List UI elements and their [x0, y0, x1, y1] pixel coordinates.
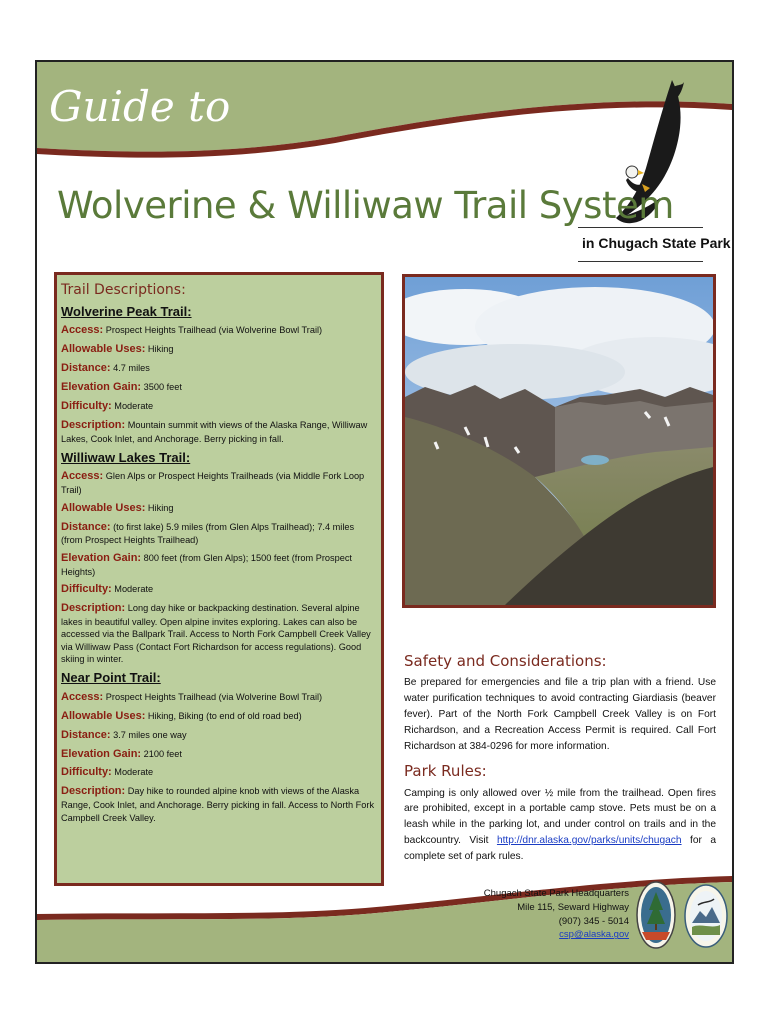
trail-field-value: Long day hike or backpacking destination. Several alpine lakes in beautiful valley. Open alpine invites exploring. Lakes can also be accessed via the Ballpark Trail. Access to North Fork Campbell Creek Valley via Williwaw Pass (Contact Fort Richardson for access regulations). Good skiing in winter.	[61, 602, 371, 665]
trail-field-value: Prospect Heights Trailhead (via Wolverine Bowl Trail)	[105, 692, 323, 703]
trail-field-value: 2100 feet	[143, 748, 182, 759]
trail-field	[61, 469, 377, 496]
valley-landscape-image	[405, 277, 713, 605]
mountain-photo	[402, 274, 716, 608]
trail-field-label: Elevation Gain:	[61, 551, 142, 564]
trail-field-label: Allowable Uses:	[61, 501, 146, 514]
trail-field-value: Moderate	[114, 584, 154, 595]
brochure-page	[35, 60, 734, 964]
trail-field	[61, 747, 377, 762]
trail-descriptions-heading: Trail Descriptions:	[61, 282, 186, 298]
trail-field-label: Distance:	[61, 362, 111, 375]
trail-field	[61, 765, 377, 780]
contact-address: Mile 115, Seward Highway	[517, 901, 629, 913]
park-rules-heading: Park Rules:	[404, 762, 487, 781]
trail-name: Near Point Trail:	[61, 670, 161, 686]
trail-field	[61, 728, 377, 743]
trail-name: Williwaw Lakes Trail:	[61, 449, 191, 465]
trail-field-label: Description:	[61, 418, 126, 431]
subtitle-divider-bottom	[578, 261, 703, 262]
contact-email-link[interactable]: csp@alaska.gov	[559, 929, 629, 941]
trail-field	[61, 520, 377, 547]
trail-field-label: Difficulty:	[61, 399, 112, 412]
trail-field-label: Distance:	[61, 520, 111, 533]
trail-field-value: Day hike to rounded alpine knob with views of the Alaska Range, Cook Inlet, and Anchorage. Berry picking in fall. Access to North Fork Campbell Creek Valley.	[61, 786, 375, 823]
trail-field-value: Moderate	[114, 767, 154, 778]
trail-field-value: 3500 feet	[143, 381, 182, 392]
trail-field-value: 3.7 miles one way	[113, 729, 187, 740]
trail-field-label: Allowable Uses:	[61, 709, 146, 722]
trail-field-value: (to first lake) 5.9 miles (from Glen Alps Trailhead); 7.4 miles (from Prospect Heights Trailhead)	[61, 521, 355, 546]
safety-text: Be prepared for emergencies and file a trip plan with a friend. Use water purification techniques to avoid contracting Giardiasis (beaver fever). Part of the North Fork Campbell Creek Valley is on Fort Richardson, and a Recreation Access Permit is required. Call Fort Richardson at 384-0296 for more information.	[404, 677, 716, 752]
subtitle-divider-top	[578, 227, 703, 228]
trail-field-label: Difficulty:	[61, 766, 112, 779]
chugach-trail-logo	[684, 883, 728, 949]
trail-field	[61, 709, 377, 724]
park-rules-text	[404, 786, 716, 865]
alaska-state-parks-logo	[636, 880, 676, 950]
contact-phone: (907) 345 - 5014	[558, 915, 629, 927]
trail-field-value: 800 feet (from Glen Alps); 1500 feet (from Prospect Heights)	[61, 552, 352, 577]
trail-field-label: Difficulty:	[61, 583, 112, 596]
trail-field-value: Glen Alps or Prospect Heights Trailheads (via Middle Fork Loop Trail)	[61, 471, 365, 496]
trail-field	[61, 380, 377, 395]
park-rules-text-start: Camping is only allowed over ½ mile from the trailhead. Open fires are prohibited, except in a portable camp stove. Pets must be on a leash while in the parking lot, and under control on trails and in the backcountry. Visit	[404, 787, 716, 846]
right-column	[404, 650, 716, 871]
trail-list	[61, 303, 377, 824]
trail-field-label: Description:	[61, 601, 126, 614]
trail-field-value: Hiking	[147, 344, 174, 355]
contact-name: Chugach State Park Headquarters	[483, 888, 629, 899]
safety-heading: Safety and Considerations:	[404, 652, 607, 670]
trail-field-label: Access:	[61, 691, 104, 704]
trail-field	[61, 551, 377, 578]
trail-field-label: Description:	[61, 785, 126, 798]
trail-field	[61, 323, 377, 338]
guide-to-heading: Guide to	[49, 82, 231, 131]
trail-field-label: Distance:	[61, 728, 111, 741]
trail-field-value: Hiking	[147, 502, 174, 513]
trail-field-label: Elevation Gain:	[61, 747, 142, 760]
trail-field	[61, 501, 377, 516]
trail-field-label: Access:	[61, 470, 104, 483]
trail-field	[61, 361, 377, 376]
trail-field	[61, 601, 377, 666]
trail-field-label: Access:	[61, 324, 104, 337]
trail-field	[61, 418, 377, 445]
trail-field-value: Mountain summit with views of the Alaska Range, Williwaw Lakes, Cook Inlet, and Anchorage. Berry picking in fall.	[61, 419, 368, 444]
trail-field	[61, 399, 377, 414]
trail-field-value: Hiking, Biking (to end of old road bed)	[147, 710, 302, 721]
trail-field	[61, 582, 377, 597]
trail-field	[61, 342, 377, 357]
trail-descriptions-box	[54, 272, 384, 886]
trail-field-label: Elevation Gain:	[61, 380, 142, 393]
trail-field-value: 4.7 miles	[113, 363, 150, 374]
park-rules-text-end: for a complete set of park rules.	[404, 835, 716, 862]
page-title: Wolverine & Williwaw Trail System	[57, 184, 674, 227]
contact-block	[484, 887, 629, 942]
trail-field	[61, 784, 377, 824]
trail-field-value: Prospect Heights Trailhead (via Wolverine Bowl Trail)	[105, 325, 323, 336]
trail-field-label: Allowable Uses:	[61, 343, 146, 356]
subtitle: in Chugach State Park	[582, 235, 731, 251]
trail-field	[61, 690, 377, 705]
trail-name: Wolverine Peak Trail:	[61, 303, 192, 319]
park-rules-link[interactable]: http://dnr.alaska.gov/parks/units/chugach	[496, 835, 682, 846]
trail-field-value: Moderate	[114, 400, 154, 411]
